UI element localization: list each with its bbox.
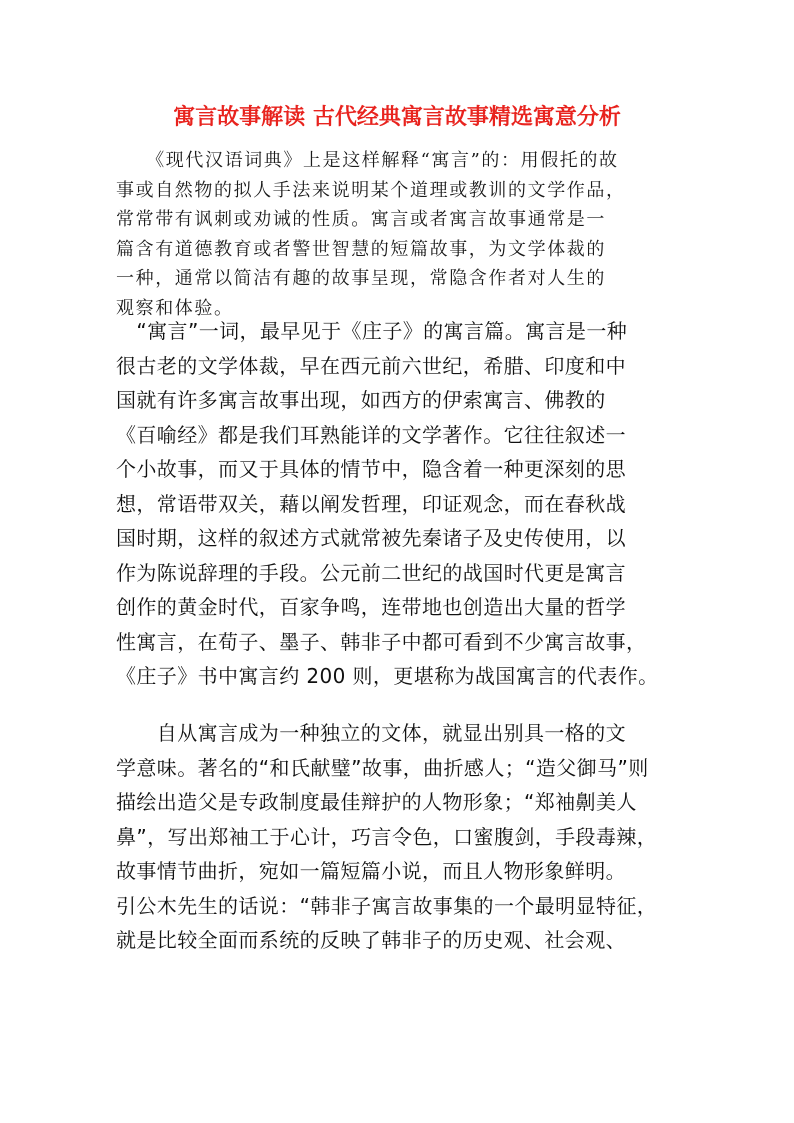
intro-line: 一种，通常以简洁有趣的故事呈现，常隐含作者对人生的	[116, 268, 606, 289]
paragraph-literary	[116, 716, 696, 958]
paragraph-line: 国就有许多寓言故事出现，如西方的伊索寓言、佛教的	[116, 388, 606, 412]
paragraph-line: 作为陈说辞理的手段。公元前二世纪的战国时代更是寓言	[116, 560, 626, 585]
paragraph-line: 就是比较全面而系统的反映了韩非子的历史观、社会观、	[116, 928, 626, 952]
paragraph-line: 引公木先生的话说：“韩非子寓言故事集的一个最明显特征，	[116, 893, 658, 918]
paragraph-line: 国时期，这样的叙述方式就常被先秦诸子及史传使用，以	[116, 526, 626, 550]
paragraph-line: 创作的黄金时代，百家争鸣，连带地也创造出大量的哲学	[116, 595, 626, 619]
intro-line: 《现代汉语词典》上是这样解释“寓言”的：用假托的故	[116, 150, 619, 171]
paragraph-line: “寓言”一词，最早见于《庄子》的寓言篇。寓言是一种	[116, 319, 628, 343]
paragraph-line: 故事情节曲折，宛如一篇短篇小说，而且人物形象鲜明。	[116, 859, 626, 883]
document-title: 寓言故事解读 古代经典寓言故事精选寓意分析	[173, 105, 621, 130]
intro-line: 篇含有道德教育或者警世智慧的短篇故事，为文学体裁的	[116, 238, 606, 260]
intro-paragraph	[116, 146, 696, 323]
paragraph-line: 学意味。著名的“和氏献璧”故事，曲折感人；“造父御马”则	[116, 755, 649, 780]
paragraph-line: 性寓言，在荀子、墨子、韩非子中都可看到不少寓言故事，	[116, 629, 647, 654]
paragraph-line: 鼻”，写出郑袖工于心计，巧言令色，口蜜腹剑，手段毒辣，	[116, 824, 658, 849]
paragraph-line: 描绘出造父是专政制度最佳辩护的人物形象；“郑袖劓美人	[116, 790, 637, 814]
paragraph-origin	[116, 314, 696, 694]
paragraph-line: 个小故事，而又于具体的情节中，隐含着一种更深刻的思	[116, 457, 626, 481]
intro-line: 事或自然物的拟人手法来说明某个道理或教训的文学作品，	[116, 179, 626, 201]
paragraph-line: 《百喻经》都是我们耳熟能详的文学著作。它往往叙述一	[116, 422, 626, 447]
intro-line: 常常带有讽刺或劝诫的性质。寓言或者寓言故事通常是一	[116, 209, 606, 230]
paragraph-line: 自从寓言成为一种独立的文体，就显出别具一格的文	[116, 721, 626, 745]
paragraph-line: 《庄子》书中寓言约 200 则，更堪称为战国寓言的代表作。	[116, 664, 659, 688]
paragraph-line: 想，常语带双关，藉以阐发哲理，印证观念，而在春秋战	[116, 491, 626, 516]
paragraph-line: 很古老的文学体裁，早在西元前六世纪，希腊、印度和中	[116, 353, 626, 378]
intro-line: 观察和体验。	[116, 297, 234, 319]
